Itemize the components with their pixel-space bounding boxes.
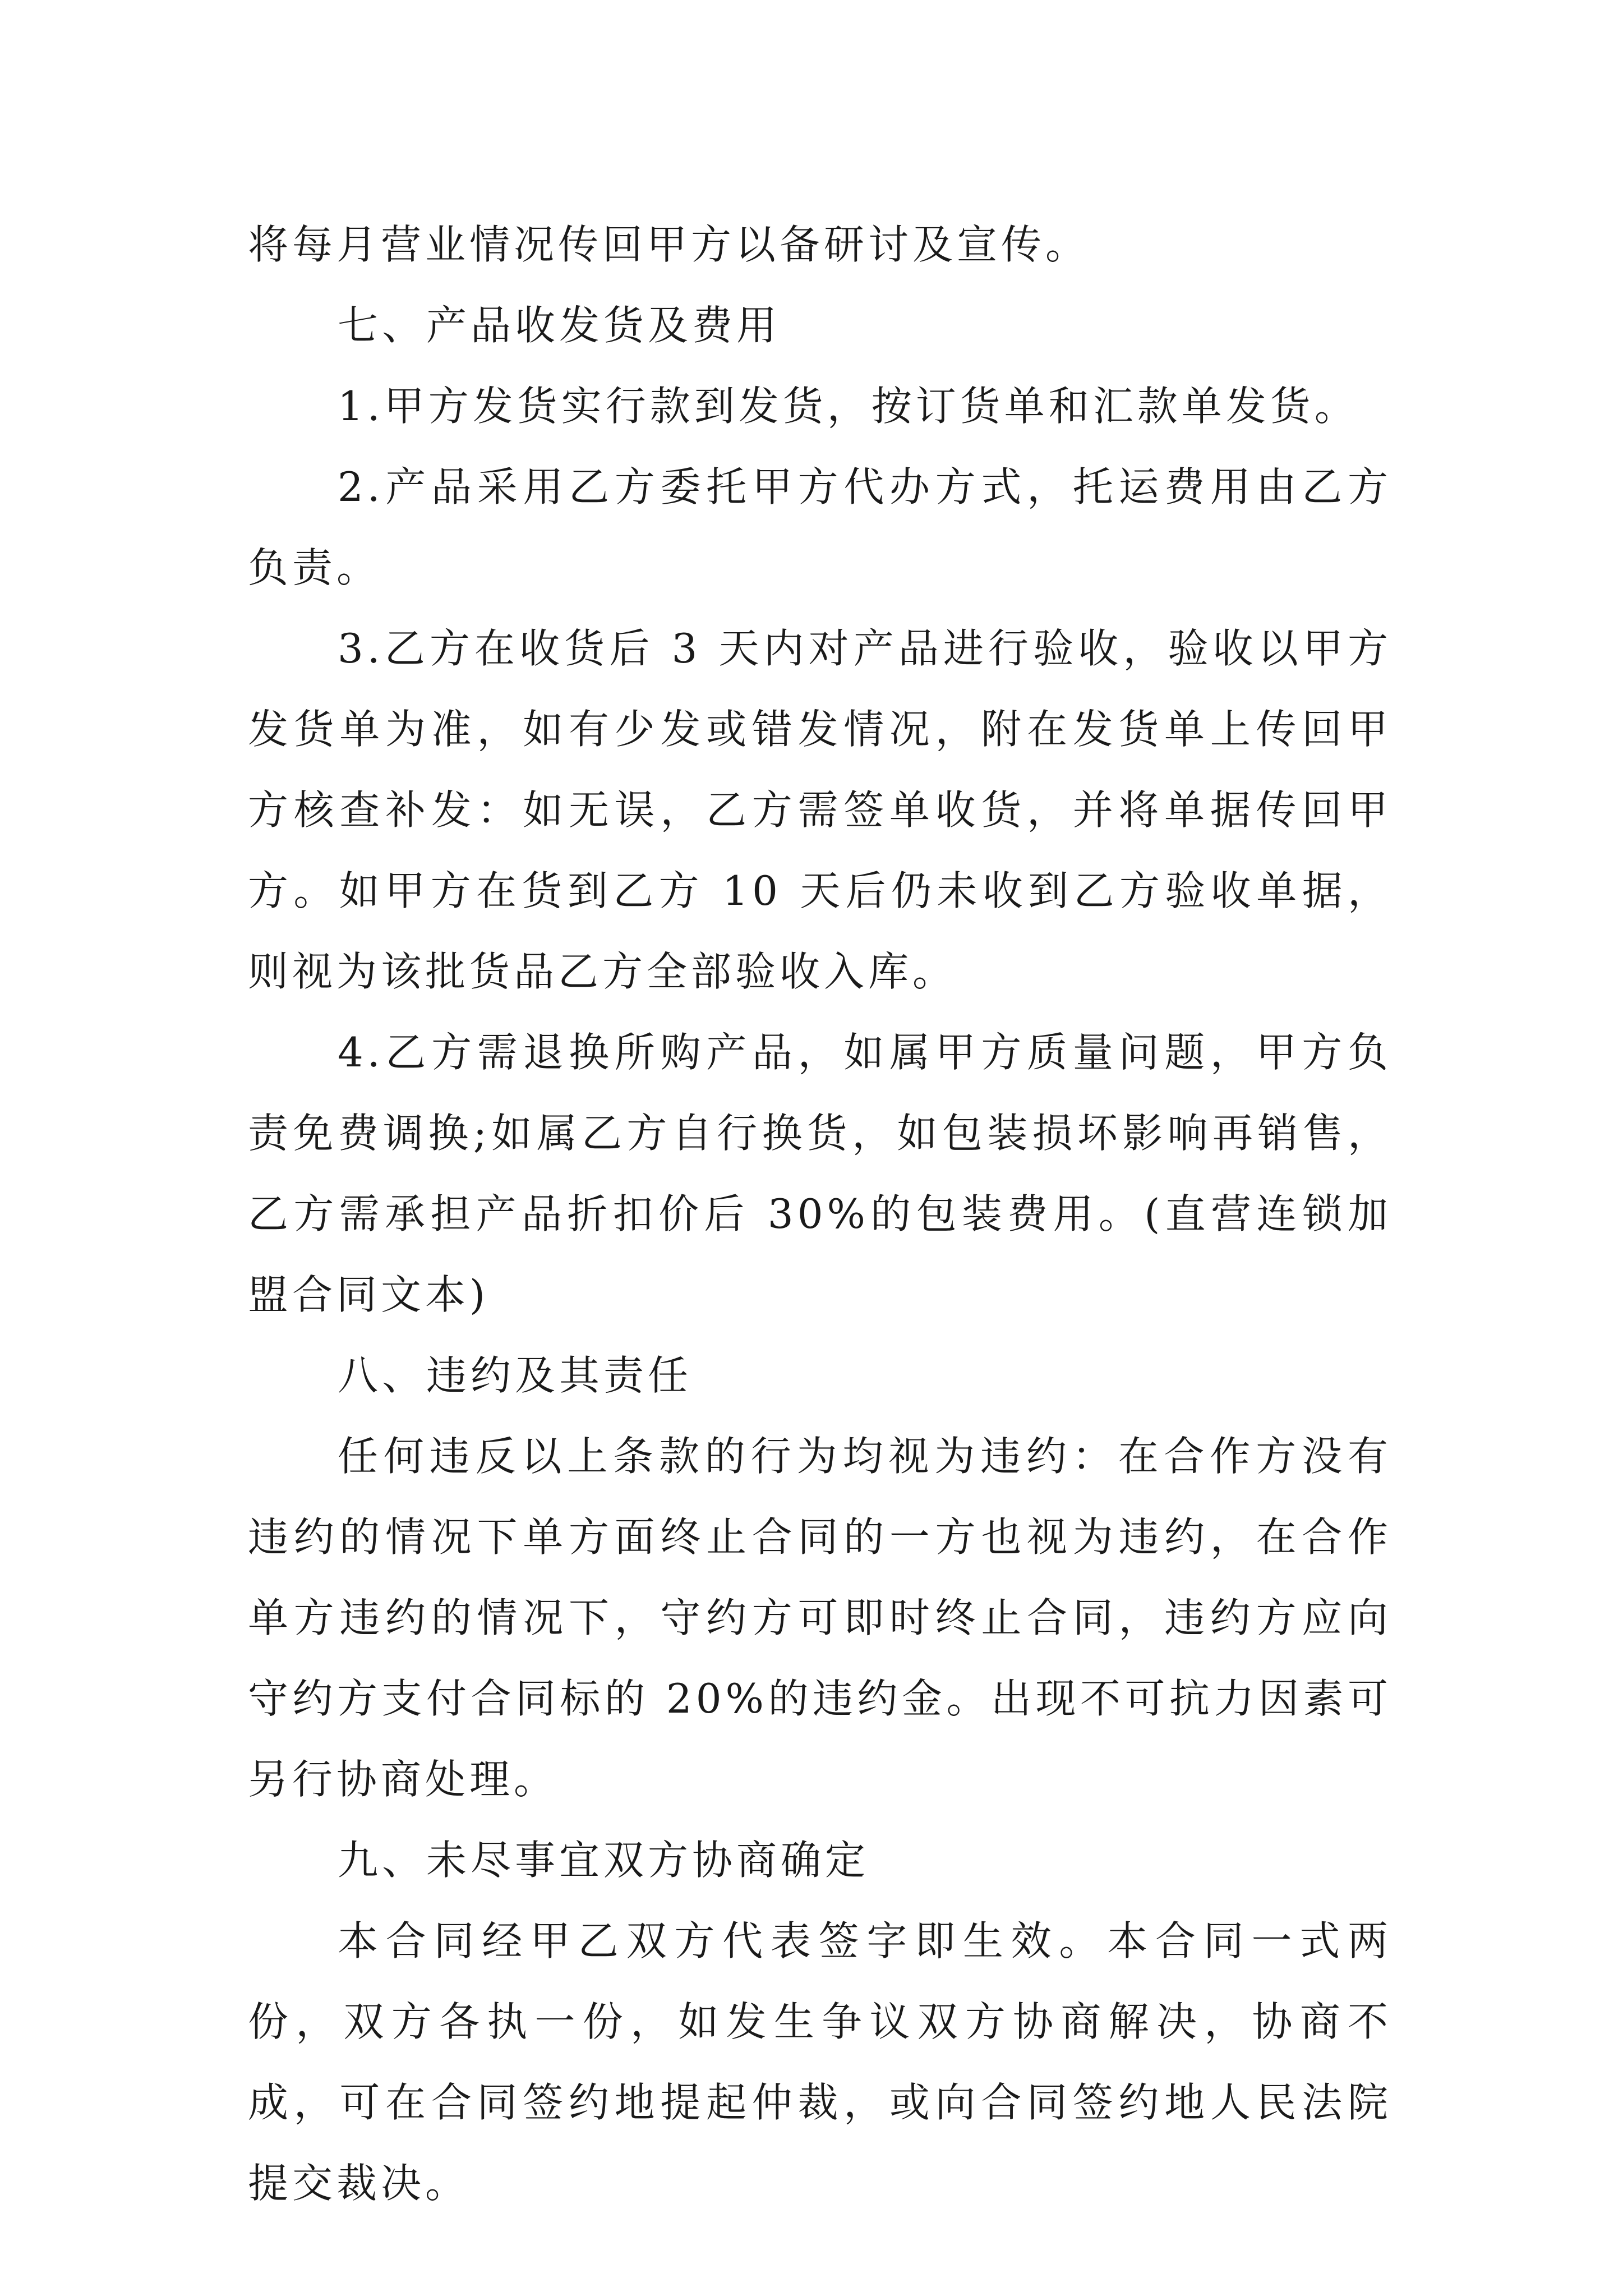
section-heading-other-matters: 九、未尽事宜双方协商确定 [338,1837,870,1884]
clause-7-1: 1.甲方发货实行款到发货，按订货单和汇款单发货。 [338,383,1359,430]
clause-9-body: 本合同经甲乙双方代表签字即生效。本合同一式两份，双方各执一份，如发生争议双方协商解决，协商不成，可在合同签约地提起仲裁，或向合同签约地人民法院提交裁决。 [248,1917,1392,2207]
clause-7-3: 3.乙方在收货后 3 天内对产品进行验收，验收以甲方发货单为准，如有少发或错发情况，附在发货单上传回甲方核查补发：如无误，乙方需签单收货，并将单据传回甲方。如甲方在货到乙方 10 天后仍未收到乙方验收单据，则视为该批货品乙方全部验收入库。 [248,625,1392,995]
contract-text [248,204,1392,2224]
clause-7-2: 2.产品采用乙方委托甲方代办方式，托运费用由乙方负责。 [248,463,1392,591]
paragraph-continuation: 将每月营业情况传回甲方以备研讨及宣传。 [248,221,1090,268]
clause-8-body: 任何违反以上条款的行为均视为违约：在合作方没有违约的情况下单方面终止合同的一方也视为违约，在合作单方违约的情况下，守约方可即时终止合同，违约方应向守约方支付合同标的 20%的违约金。出现不可抗力因素可另行协商处理。 [248,1433,1392,1803]
clause-7-4: 4.乙方需退换所购产品，如属甲方质量问题，甲方负责免费调换;如属乙方自行换货，如包装损坏影响再销售，乙方需承担产品折扣价后 30%的包装费用。(直营连锁加盟合同文本) [248,1029,1392,1318]
section-heading-shipping: 七、产品收发货及费用 [338,302,781,349]
section-heading-breach: 八、违约及其责任 [338,1352,693,1399]
